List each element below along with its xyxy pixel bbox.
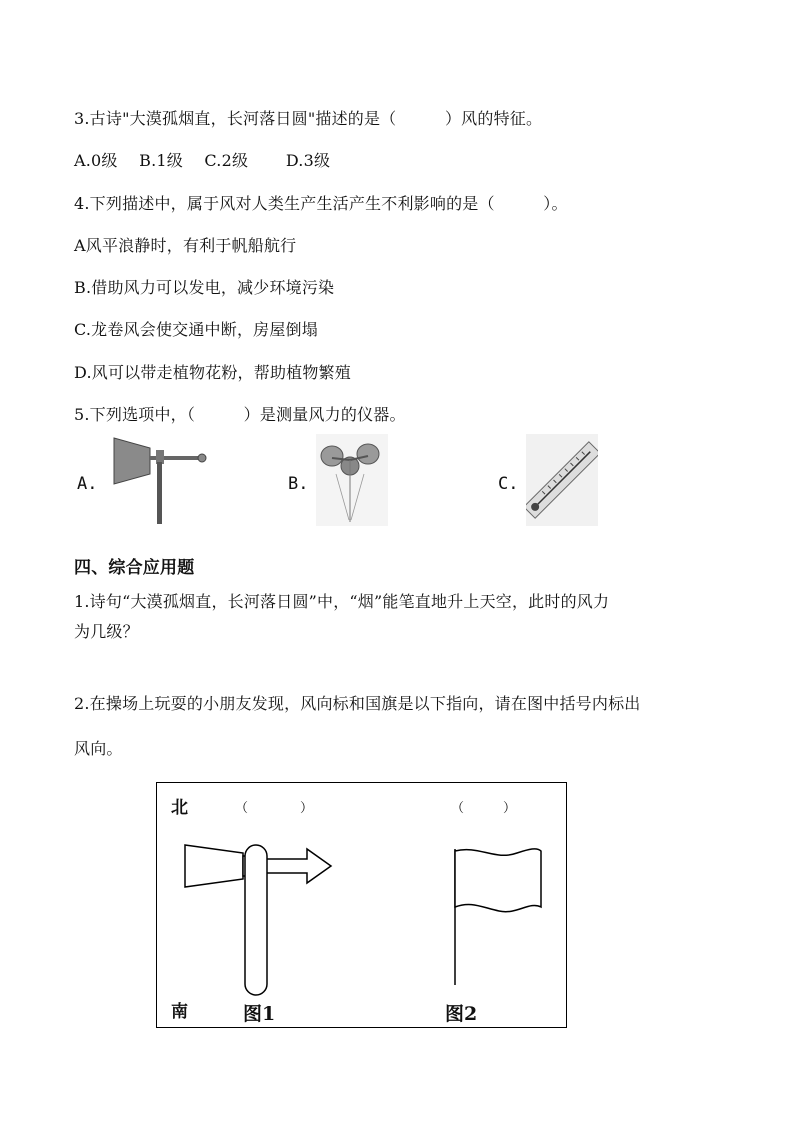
figure-1-caption: 图1	[243, 1003, 276, 1025]
figure-2-caption: 图2	[445, 1003, 478, 1025]
q4-stem: 4.下列描述中，属于风对人类生产生活产生不利影响的是（ ）。	[74, 194, 568, 213]
answer-paren-2[interactable]: （ ）	[451, 801, 517, 816]
anemometer-icon	[316, 434, 388, 526]
section4-heading: 四、综合应用题	[74, 558, 195, 578]
q5-option-c-label: C.	[498, 474, 519, 494]
north-label: 北	[171, 798, 188, 818]
answer-paren-1[interactable]: （ ）	[235, 801, 314, 816]
thermometer-icon	[526, 434, 598, 526]
flag-drawing	[449, 845, 559, 995]
wind-vane-drawing	[181, 839, 351, 999]
south-label: 南	[171, 1002, 188, 1022]
s4-q2-line1: 2.在操场上玩耍的小朋友发现，风向标和国旗是以下指向，请在图中括号内标出	[74, 694, 641, 713]
q4-option-b: B.借助风力可以发电，减少环境污染	[74, 278, 335, 297]
s4-q2-line2: 风向。	[74, 739, 123, 758]
q3-options: A.0级 B.1级 C.2级 D.3级	[74, 151, 331, 170]
s4-q1-line1: 1.诗句“大漠孤烟直，长河落日圆”中，“烟”能笔直地升上天空，此时的风力	[74, 592, 610, 611]
figure-frame	[156, 782, 567, 1028]
q3-stem: 3.古诗"大漠孤烟直，长河落日圆"描述的是（ ）风的特征。	[74, 109, 543, 128]
q4-option-a: A风平浪静时，有利于帆船航行	[74, 236, 297, 255]
q4-option-d: D.风可以带走植物花粉，帮助植物繁殖	[74, 363, 351, 382]
s4-q1-line2: 为几级？	[74, 622, 139, 641]
q4-option-c: C.龙卷风会使交通中断，房屋倒塌	[74, 320, 318, 339]
q5-option-a-label: A.	[77, 474, 98, 494]
q5-stem: 5.下列选项中，（ ）是测量风力的仪器。	[74, 405, 406, 424]
q5-option-b-label: B.	[288, 474, 309, 494]
wind-vane-icon	[110, 434, 220, 526]
